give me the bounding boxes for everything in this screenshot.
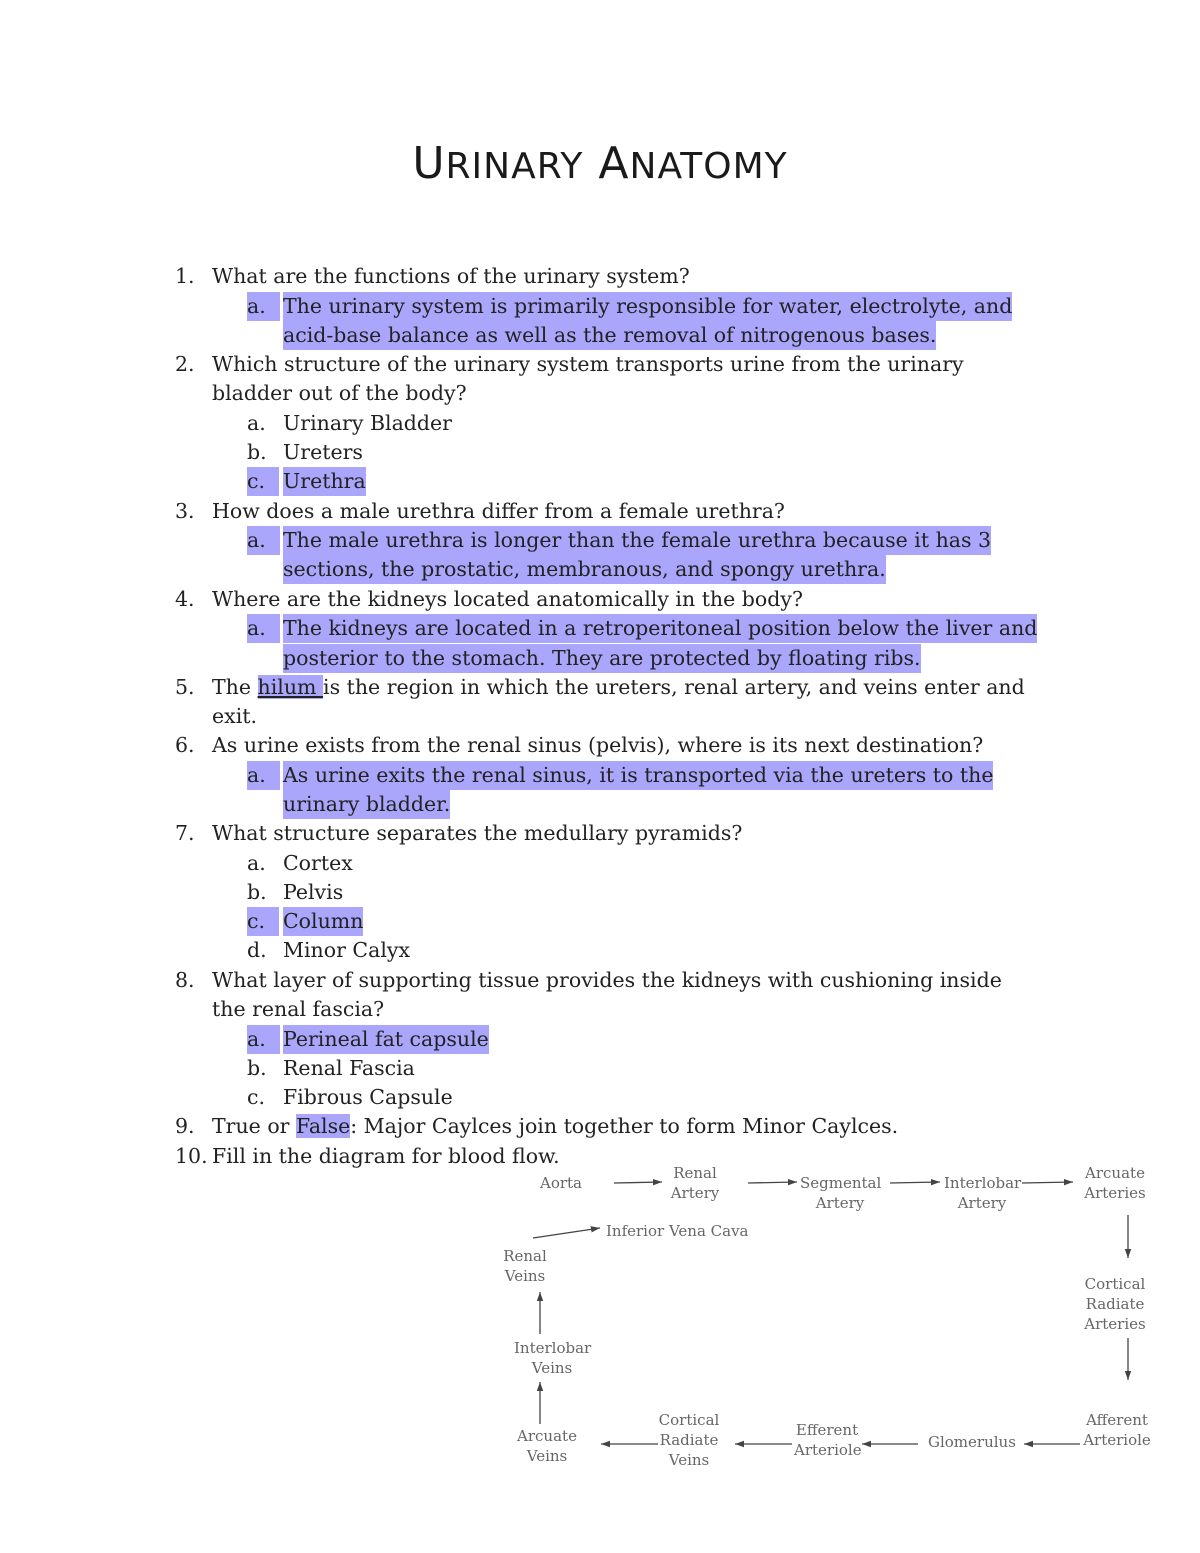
arrow-interlobar-arcuate [1022, 1182, 1073, 1183]
node-aorta: Aorta [539, 1174, 582, 1192]
node-cortical-radiate-veins: Cortical Radiate Veins [658, 1411, 720, 1469]
arrow-segmental-interlobar [890, 1182, 940, 1183]
hilum-term: hilum [257, 675, 324, 699]
node-arcuate-veins: Arcuate Veins [517, 1427, 577, 1465]
node-glomerulus: Glomerulus [928, 1433, 1016, 1451]
node-interlobar-artery: Interlobar Artery [944, 1174, 1022, 1212]
node-afferent-arteriole: Afferent Arteriole [1083, 1411, 1151, 1449]
node-renal-artery: Renal Artery [670, 1164, 720, 1202]
false-answer: False [295, 1114, 351, 1138]
page-title: URINARY ANATOMY [412, 138, 788, 189]
node-interlobar-veins: Interlobar Veins [514, 1339, 592, 1377]
node-inferior-vena-cava: Inferior Vena Cava [606, 1222, 749, 1240]
node-cortical-radiate-arteries: Cortical Radiate Arteries [1084, 1275, 1146, 1333]
arrow-renalveins-ivc [533, 1228, 600, 1238]
arrow-renal-segmental [748, 1182, 797, 1183]
node-segmental-artery: Segmental Artery [800, 1174, 882, 1212]
node-renal-veins: Renal Veins [503, 1247, 547, 1285]
node-arcuate-arteries: Arcuate Arteries [1084, 1164, 1146, 1202]
node-efferent-arteriole: Efferent Arteriole [794, 1421, 862, 1459]
arrow-aorta-renal [614, 1182, 662, 1183]
